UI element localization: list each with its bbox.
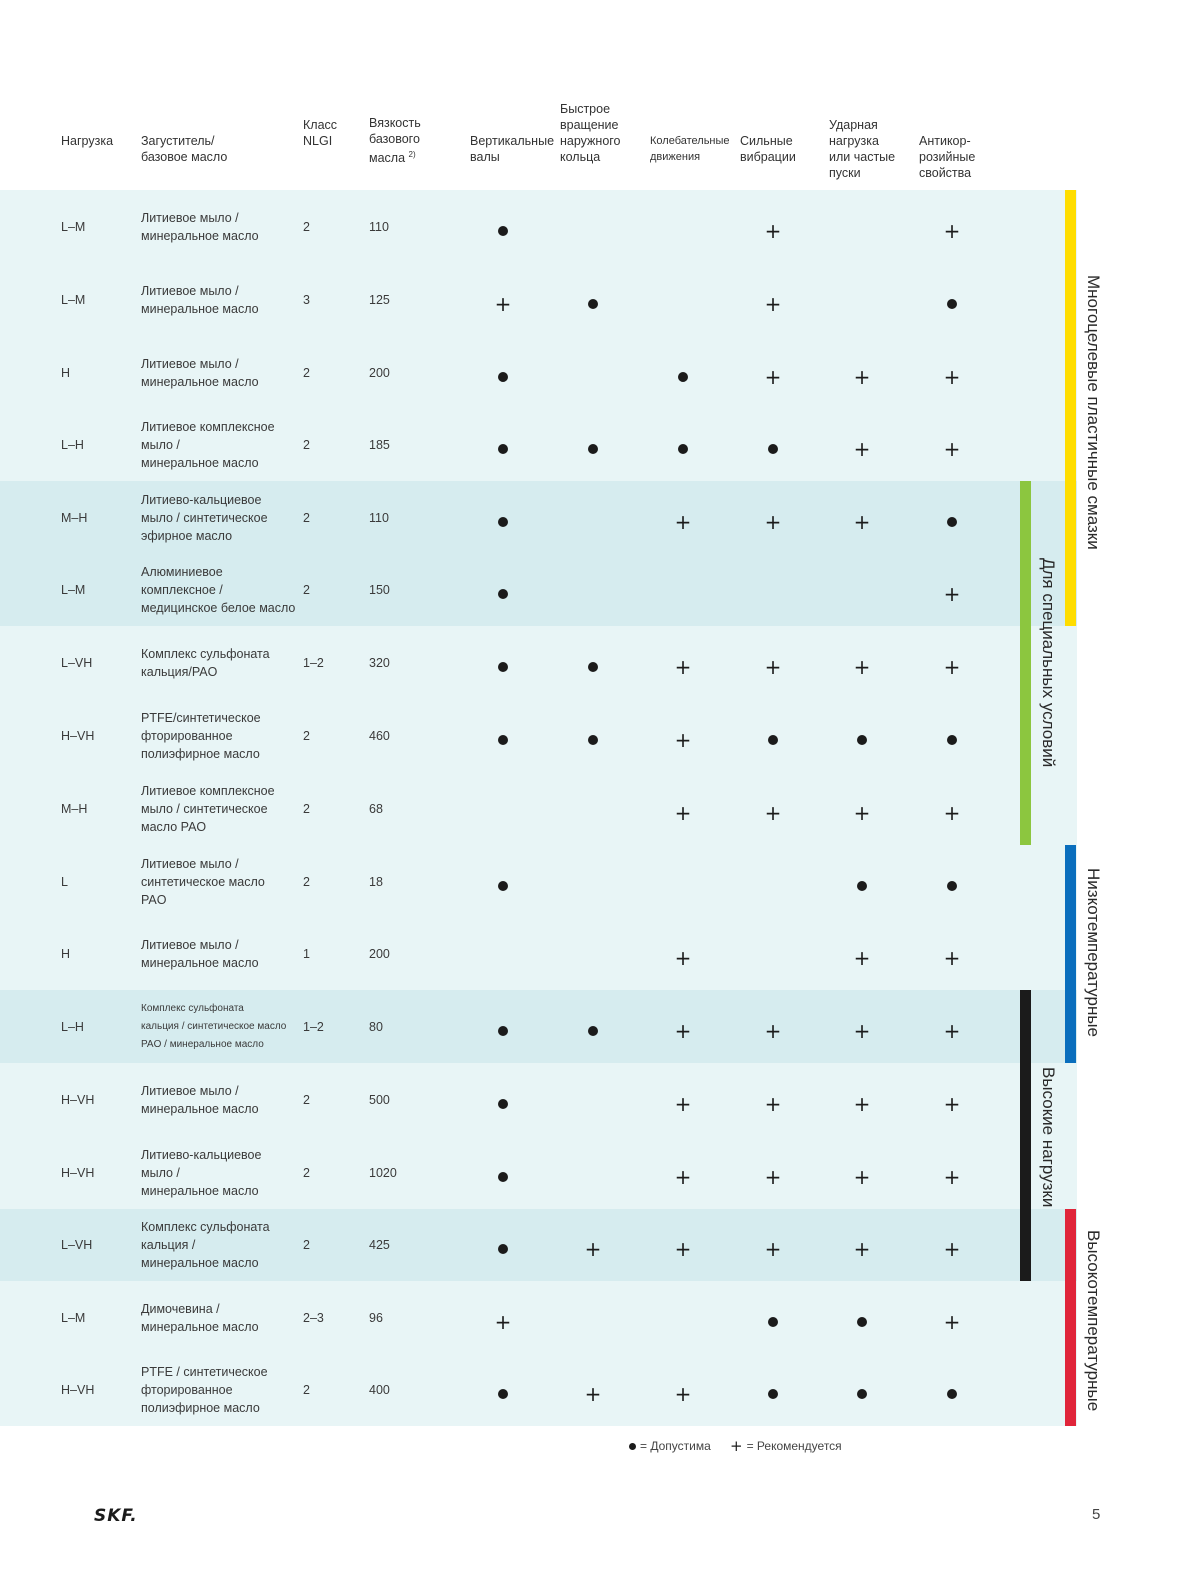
category-label-high-load: Высокие нагрузки <box>1039 1067 1058 1208</box>
nlgi-cell: 2 <box>303 438 310 452</box>
load-cell: L–M <box>61 1310 86 1325</box>
load-cell: L–VH <box>61 655 93 670</box>
load-cell: H–VH <box>61 728 95 743</box>
dot-icon <box>852 730 872 750</box>
thickener-cell: Димочевина / минеральное масло <box>141 1301 259 1334</box>
thickener-cell: Литиевое мыло / минеральное масло <box>141 1083 259 1116</box>
load-cell: H–VH <box>61 1165 95 1180</box>
dot-icon <box>493 512 513 532</box>
load-cell: L–H <box>61 1019 84 1034</box>
plus-icon <box>673 512 693 532</box>
thickener-cell: Литиевое комплексное мыло / синтетическое масло PAO <box>141 783 275 834</box>
thickener-cell: Комплекс сульфоната кальция / минеральное масло <box>141 1220 270 1270</box>
category-label-high-temp: Высокотемпературные <box>1084 1230 1103 1412</box>
dot-icon <box>942 294 962 314</box>
load-cell: M–H <box>61 510 88 525</box>
viscosity-cell: 68 <box>369 801 383 816</box>
plus-icon <box>763 657 783 677</box>
category-label-multipurpose: Многоцелевые пластичные смазки <box>1084 275 1103 550</box>
dot-icon <box>673 439 693 459</box>
load-cell: H <box>61 365 71 380</box>
load-cell: H–VH <box>61 1383 95 1397</box>
plus-icon <box>852 1239 872 1259</box>
plus-icon <box>763 367 783 387</box>
plus-icon <box>673 803 693 823</box>
load-cell: L–VH <box>61 1238 93 1252</box>
header-vertical: Вертикальные валы <box>470 134 555 164</box>
nlgi-cell: 2 <box>303 1383 310 1397</box>
viscosity-cell: 80 <box>369 1019 383 1034</box>
thickener-cell: Литиевое мыло / минеральное масло <box>141 210 259 243</box>
thickener-cell: Литиевое мыло / минеральное масло <box>141 938 259 970</box>
viscosity-cell: 460 <box>369 728 390 743</box>
thickener-cell: Алюминиевое комплексное / медицинское белое масло <box>141 565 296 615</box>
plus-icon <box>942 221 962 241</box>
dot-icon <box>942 730 962 750</box>
plus-icon <box>763 1094 783 1114</box>
header-vibrations: Сильные вибрации <box>740 134 796 164</box>
viscosity-cell: 185 <box>369 438 390 452</box>
thickener-cell: PTFE/синтетическое фторированное полиэфирное масло <box>141 710 261 761</box>
load-cell: L–M <box>61 583 86 597</box>
plus-icon <box>673 948 693 968</box>
plus-icon <box>763 294 783 314</box>
thickener-cell: Комплекс сульфоната кальция/PAO <box>141 646 270 679</box>
viscosity-cell: 425 <box>369 1238 390 1252</box>
thickener-cell: Комплекс сульфоната кальция / синтетическое масло PAO / минеральное масло <box>141 1002 287 1050</box>
plus-icon <box>673 730 693 750</box>
dot-icon <box>852 876 872 896</box>
dot-icon <box>493 1384 513 1404</box>
category-bar-multipurpose <box>1065 190 1076 626</box>
viscosity-cell: 500 <box>369 1092 390 1107</box>
category-bar-low-temp <box>1065 845 1076 1063</box>
dot-icon <box>493 730 513 750</box>
nlgi-cell: 2 <box>303 1165 310 1180</box>
dot-icon <box>673 367 693 387</box>
thickener-cell: PTFE / синтетическое фторированное полиэфирное масло <box>141 1365 268 1415</box>
category-bar-special <box>1020 481 1031 845</box>
plus-icon <box>942 1094 962 1114</box>
load-cell: H <box>61 947 71 961</box>
viscosity-cell: 400 <box>369 1383 390 1397</box>
plus-icon <box>673 657 693 677</box>
nlgi-cell: 2 <box>303 219 310 234</box>
nlgi-cell: 2 <box>303 1092 310 1107</box>
plus-icon <box>583 1384 603 1404</box>
header-viscosity-label: Вязкость базового масла <box>369 116 421 166</box>
load-cell: M–H <box>61 801 88 816</box>
plus-icon <box>583 1239 603 1259</box>
nlgi-cell: 1–2 <box>303 1019 324 1034</box>
skf-logo: SKF. <box>94 1506 138 1526</box>
header-nlgi: Класс NLGI <box>303 118 338 148</box>
nlgi-cell: 2 <box>303 510 310 525</box>
plus-icon <box>852 1167 872 1187</box>
dot-icon <box>763 730 783 750</box>
category-bar-high-load <box>1020 990 1031 1281</box>
plus-icon <box>493 294 513 314</box>
dot-icon <box>493 1167 513 1187</box>
nlgi-cell: 2 <box>303 801 310 816</box>
plus-icon <box>942 657 962 677</box>
plus-icon <box>673 1239 693 1259</box>
thickener-cell: Литиевое комплексное мыло / минеральное масло <box>141 420 275 470</box>
dot-icon <box>583 730 603 750</box>
thickener-cell: Литиево-кальциевое мыло / минеральное масло <box>141 1147 262 1198</box>
plus-icon <box>942 1167 962 1187</box>
load-cell: L <box>61 874 68 889</box>
dot-icon <box>493 1094 513 1114</box>
category-label-low-temp: Низкотемпературные <box>1084 868 1103 1038</box>
dot-icon <box>763 1384 783 1404</box>
dot-icon <box>583 294 603 314</box>
dot-icon <box>493 367 513 387</box>
legend-dot-label: = Допустима <box>640 1439 711 1453</box>
load-cell: L–M <box>61 219 86 234</box>
plus-icon <box>942 1239 962 1259</box>
plus-icon <box>852 439 872 459</box>
header-oscillating: Колебательные движения <box>650 135 730 163</box>
plus-icon <box>942 948 962 968</box>
dot-icon <box>763 439 783 459</box>
load-cell: L–M <box>61 292 86 307</box>
viscosity-cell: 1020 <box>369 1165 397 1180</box>
nlgi-cell: 2 <box>303 1238 310 1252</box>
plus-icon <box>942 1021 962 1041</box>
dot-icon <box>583 657 603 677</box>
load-cell: L–H <box>61 438 84 452</box>
nlgi-cell: 2 <box>303 728 310 743</box>
nlgi-cell: 1 <box>303 947 310 961</box>
plus-icon <box>942 803 962 823</box>
plus-icon <box>763 803 783 823</box>
thickener-cell: Литиевое мыло / минеральное масло <box>141 283 259 316</box>
dot-icon <box>942 1384 962 1404</box>
plus-icon <box>673 1167 693 1187</box>
dot-icon <box>493 876 513 896</box>
viscosity-cell: 125 <box>369 292 390 307</box>
plus-icon <box>852 948 872 968</box>
dot-icon <box>942 876 962 896</box>
dot-icon <box>493 221 513 241</box>
plus-icon <box>852 803 872 823</box>
header-fast-outer: Быстрое вращение наружного кольца <box>560 102 621 164</box>
viscosity-cell: 18 <box>369 874 383 889</box>
plus-icon <box>942 584 962 604</box>
plus-icon <box>763 512 783 532</box>
header-viscosity-note: 2) <box>408 150 416 159</box>
dot-icon <box>493 1021 513 1041</box>
header-anticorrosion: Антикор- розийные свойства <box>919 134 976 180</box>
dot-icon <box>493 439 513 459</box>
load-cell: H–VH <box>61 1092 95 1107</box>
dot-icon <box>493 1239 513 1259</box>
dot-icon <box>583 1021 603 1041</box>
nlgi-cell: 2–3 <box>303 1310 324 1325</box>
dot-icon <box>583 439 603 459</box>
dot-icon <box>852 1312 872 1332</box>
plus-icon <box>852 512 872 532</box>
plus-icon <box>852 1094 872 1114</box>
nlgi-cell: 2 <box>303 874 310 889</box>
thickener-cell: Литиево-кальциевое мыло / синтетическое эфирное масло <box>141 492 268 543</box>
legend-plus-label: = Рекомендуется <box>746 1439 842 1453</box>
plus-icon <box>852 657 872 677</box>
header-viscosity <box>369 115 421 166</box>
viscosity-cell: 320 <box>369 655 390 670</box>
plus-icon <box>763 1167 783 1187</box>
plus-icon <box>852 1021 872 1041</box>
page-number: 5 <box>1092 1506 1101 1523</box>
plus-icon: + <box>730 1437 743 1455</box>
header-shock: Ударная нагрузка или частые пуски <box>829 118 896 180</box>
category-label-special: Для специальных условий <box>1039 558 1058 768</box>
plus-icon <box>763 1021 783 1041</box>
viscosity-cell: 150 <box>369 583 390 597</box>
plus-icon <box>673 1021 693 1041</box>
dot-icon <box>629 1443 636 1450</box>
plus-icon <box>673 1384 693 1404</box>
viscosity-cell: 200 <box>369 365 390 380</box>
dot-icon <box>763 1312 783 1332</box>
plus-icon <box>673 1094 693 1114</box>
header-thickener: Загуститель/ базовое масло <box>141 134 228 164</box>
dot-icon <box>493 584 513 604</box>
plus-icon <box>763 221 783 241</box>
viscosity-cell: 110 <box>369 219 389 234</box>
header-load: Нагрузка <box>61 134 114 148</box>
plus-icon <box>493 1312 513 1332</box>
viscosity-cell: 110 <box>369 510 389 525</box>
nlgi-cell: 2 <box>303 365 310 380</box>
viscosity-cell: 200 <box>369 947 390 961</box>
legend-dot <box>629 1439 711 1453</box>
plus-icon <box>942 439 962 459</box>
plus-icon <box>942 1312 962 1332</box>
thickener-cell: Литиевое мыло / минеральное масло <box>141 356 259 389</box>
plus-icon <box>942 367 962 387</box>
category-bar-high-temp <box>1065 1209 1076 1426</box>
dot-icon <box>852 1384 872 1404</box>
nlgi-cell: 1–2 <box>303 655 324 670</box>
legend-plus <box>730 1439 842 1453</box>
dot-icon <box>942 512 962 532</box>
viscosity-cell: 96 <box>369 1310 383 1325</box>
dot-icon <box>493 657 513 677</box>
plus-icon <box>852 367 872 387</box>
thickener-cell: Литиевое мыло / синтетическое масло PAO <box>141 856 265 907</box>
nlgi-cell: 3 <box>303 292 310 307</box>
plus-icon <box>763 1239 783 1259</box>
nlgi-cell: 2 <box>303 583 310 597</box>
